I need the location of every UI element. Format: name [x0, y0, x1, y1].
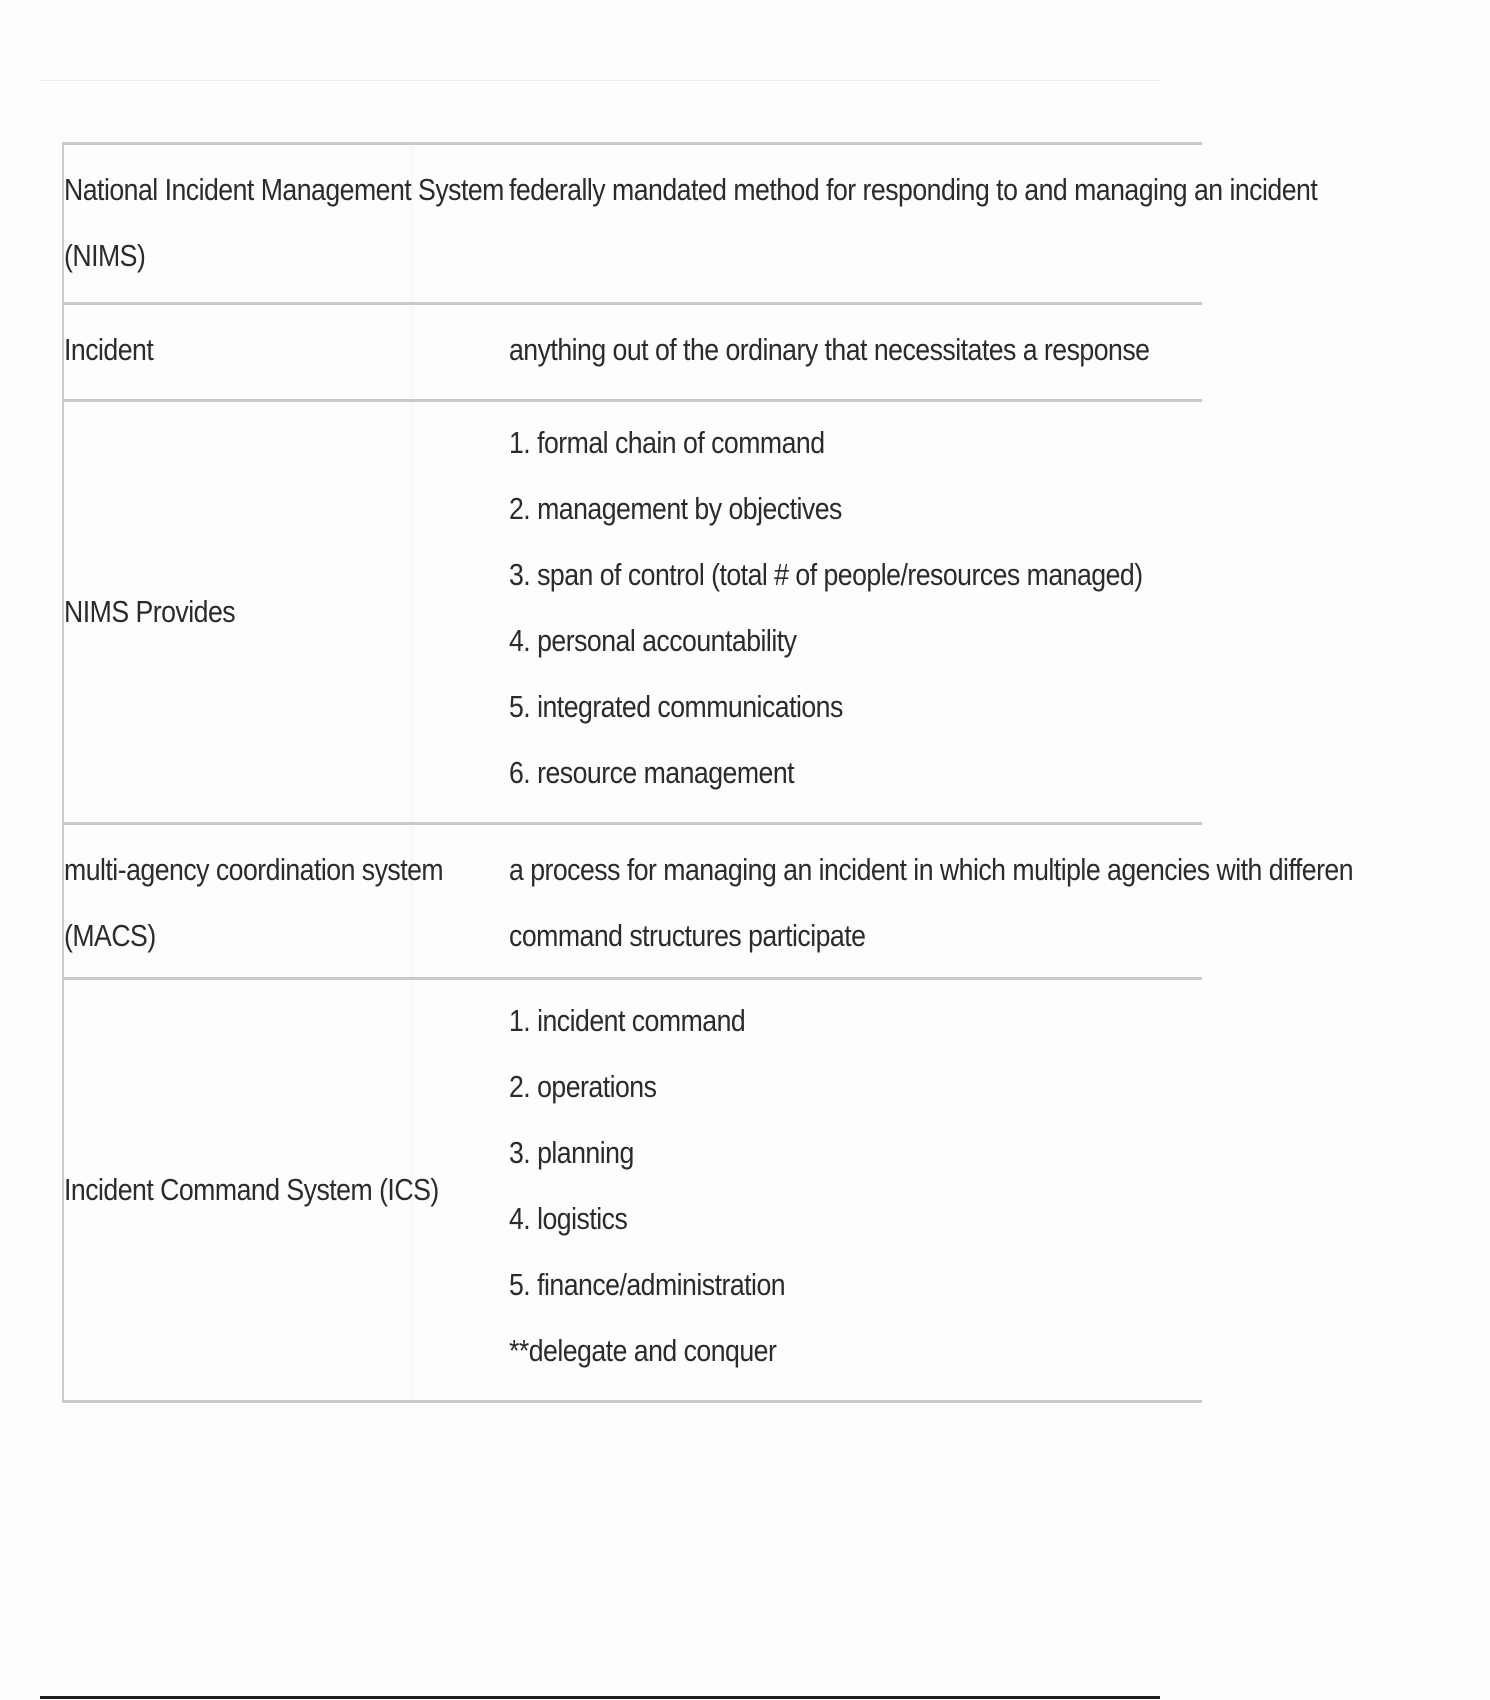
list-item: 1. incident command — [509, 1003, 746, 1038]
list-item: 2. operations — [509, 1069, 657, 1104]
list-item: 2. management by objectives — [509, 491, 842, 526]
bottom-divider — [40, 1696, 1160, 1699]
list-item: **delegate and conquer — [509, 1333, 777, 1368]
term-line: multi-agency coordination system — [64, 852, 444, 887]
flashcard-table — [62, 142, 1354, 1403]
table-row — [64, 822, 1354, 977]
term-line: National Incident Management System — [64, 172, 504, 207]
list-item: 5. integrated communications — [509, 689, 843, 724]
term-cell — [64, 305, 412, 399]
table-row — [64, 977, 1202, 1403]
list-item: 5. finance/administration — [509, 1267, 786, 1302]
term-line: (MACS) — [64, 918, 156, 953]
top-divider — [40, 80, 1160, 81]
table-row — [64, 302, 1202, 399]
definition-cell — [469, 980, 1202, 1400]
term-cell — [64, 402, 412, 822]
term-line: NIMS Provides — [64, 594, 236, 629]
definition-line: command structures participate — [509, 918, 866, 953]
list-item: 6. resource management — [509, 755, 795, 790]
term-line: Incident — [64, 332, 154, 367]
list-item: 4. personal accountability — [509, 623, 797, 658]
definition-line: anything out of the ordinary that necessitates a response — [509, 332, 1150, 367]
definition-line: federally mandated method for responding to and managing an incident — [509, 172, 1318, 207]
term-cell — [64, 980, 439, 1400]
term-cell — [64, 825, 444, 977]
list-item: 3. planning — [509, 1135, 634, 1170]
definition-cell — [469, 402, 1246, 822]
definition-cell — [469, 305, 1254, 399]
list-item: 1. formal chain of command — [509, 425, 825, 460]
definition-cell — [469, 825, 1490, 977]
term-line: (NIMS) — [64, 238, 146, 273]
definition-line: a process for managing an incident in which multiple agencies with differen — [509, 852, 1354, 887]
term-cell — [64, 145, 504, 302]
table-row — [64, 399, 1202, 822]
table-row — [64, 142, 1318, 302]
definition-cell — [469, 145, 1449, 302]
term-line: Incident Command System (ICS) — [64, 1172, 439, 1207]
list-item: 4. logistics — [509, 1201, 628, 1236]
list-item: 3. span of control (total # of people/resources managed) — [509, 557, 1143, 592]
